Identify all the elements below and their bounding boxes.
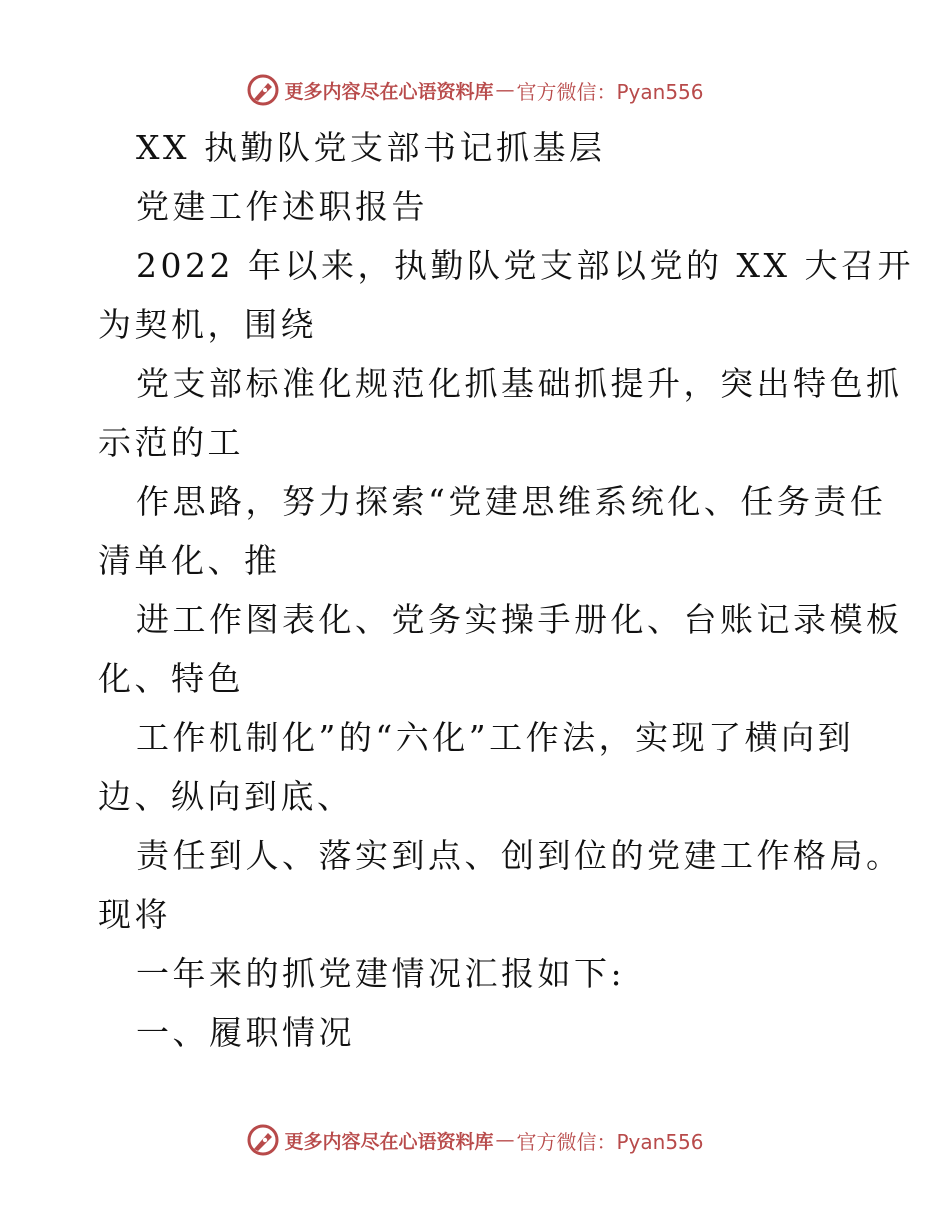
doc-paragraph-line: 现将 bbox=[98, 895, 171, 934]
watermark-account: 官方微信：Pyan556 bbox=[516, 1129, 704, 1154]
doc-paragraph-line: 工作机制化”的“六化”工作法，实现了横向到 bbox=[136, 718, 855, 757]
doc-paragraph-line: 2022 年以来，执勤队党支部以党的 XX 大召开 bbox=[136, 246, 914, 285]
doc-paragraph-line: 清单化、推 bbox=[98, 541, 281, 580]
doc-paragraph-line: 一年来的抓党建情况汇报如下: bbox=[136, 954, 626, 993]
doc-paragraph-line: 作思路，努力探索“党建思维系统化、任务责任 bbox=[136, 482, 887, 521]
watermark-separator: — bbox=[495, 79, 515, 101]
watermark-text: 更多内容尽在心语资料库 bbox=[284, 1130, 494, 1153]
doc-paragraph-line: 进工作图表化、党务实操手册化、台账记录模板 bbox=[136, 600, 903, 639]
doc-paragraph-line: 示范的工 bbox=[98, 423, 244, 462]
doc-paragraph-line: 责任到人、落实到点、创到位的党建工作格局。 bbox=[136, 836, 903, 875]
pen-nib-logo-icon bbox=[246, 73, 280, 107]
footer-watermark-banner bbox=[0, 1120, 950, 1160]
doc-paragraph-line: 为契机，围绕 bbox=[98, 305, 317, 344]
doc-paragraph-line: 化、特色 bbox=[98, 659, 244, 698]
doc-paragraph-line: 党支部标准化规范化抓基础抓提升，突出特色抓 bbox=[136, 364, 903, 403]
pen-nib-logo-icon bbox=[246, 1123, 280, 1157]
doc-title-line-1: XX 执勤队党支部书记抓基层 bbox=[136, 128, 606, 167]
document-body bbox=[98, 118, 914, 1062]
doc-paragraph-line: 边、纵向到底、 bbox=[98, 777, 354, 816]
watermark-separator: — bbox=[495, 1129, 515, 1151]
doc-section-heading: 一、履职情况 bbox=[136, 1013, 355, 1052]
doc-title-line-2: 党建工作述职报告 bbox=[136, 187, 428, 226]
watermark-text: 更多内容尽在心语资料库 bbox=[284, 80, 494, 103]
header-watermark-banner bbox=[0, 70, 950, 110]
watermark-account: 官方微信：Pyan556 bbox=[516, 79, 704, 104]
